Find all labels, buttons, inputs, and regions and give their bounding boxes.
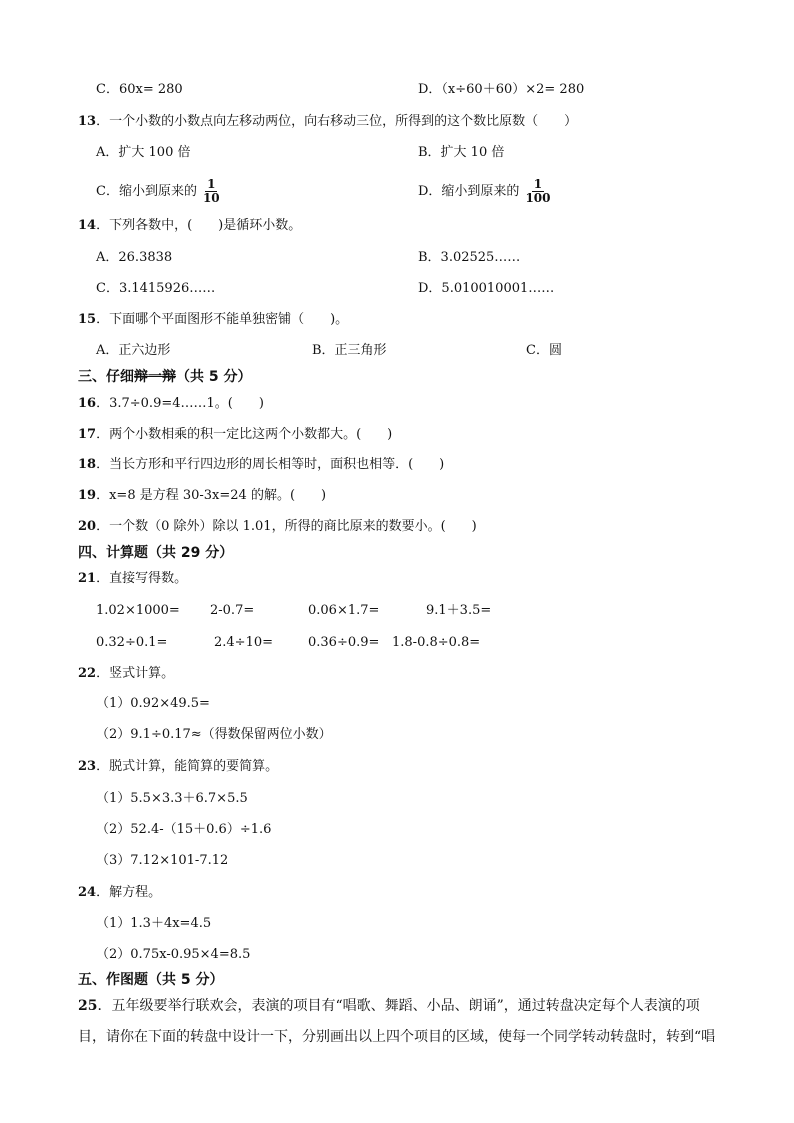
- question-text: ．解方程。: [96, 885, 162, 900]
- option-text: C．缩小到原来的: [96, 184, 197, 199]
- fraction: [523, 178, 552, 205]
- numerator: 1: [207, 177, 216, 191]
- q23-item: （1）5.5×3.3＋6.7×5.5: [96, 791, 248, 806]
- q12-option-d: D．（x÷60＋60）×2= 280: [418, 82, 585, 97]
- question-15: [78, 310, 348, 330]
- question-text: ．当长方形和平行四边形的周长相等时，面积也相等．( ): [96, 457, 445, 472]
- question-number: 19: [78, 488, 97, 503]
- q14-option-d: D．5.010010001……: [418, 281, 555, 296]
- q13-option-d: [418, 178, 553, 206]
- question-number: 17: [78, 427, 97, 442]
- question-text: ．一个数（0 除外）除以 1.01，所得的商比原来的数要小。( ): [96, 519, 477, 534]
- q13-option-c: [96, 178, 222, 206]
- question-text: ．五年级要举行联欢会，表演的项目有“唱歌、舞蹈、小品、朗诵”，通过转盘决定每个人表演的项: [97, 998, 700, 1014]
- question-24: [78, 883, 161, 903]
- question-number: 23: [78, 759, 97, 774]
- q13-option-a: A．扩大 100 倍: [96, 145, 191, 160]
- q15-option-a: A．正六边形: [96, 343, 171, 358]
- q13-option-b: B．扩大 10 倍: [418, 145, 505, 160]
- question-text: ．脱式计算，能简算的要简算。: [96, 759, 279, 774]
- question-number: 13: [78, 114, 97, 129]
- q21-item: 0.32÷0.1=: [96, 635, 168, 650]
- question-23: [78, 757, 278, 777]
- q15-option-c: C．圆: [526, 343, 562, 358]
- section-3-title: [78, 367, 252, 387]
- question-21: [78, 569, 187, 589]
- q14-option-b: B．3.02525……: [418, 250, 521, 265]
- fraction: [201, 178, 222, 205]
- question-16: [78, 394, 264, 414]
- denominator: 100: [525, 191, 551, 205]
- question-13: [78, 112, 577, 132]
- q14-option-c: C．3.1415926……: [96, 281, 216, 296]
- question-number: 22: [78, 666, 97, 681]
- question-20: [78, 517, 477, 537]
- question-22: [78, 664, 174, 684]
- q21-item: 2.4÷10=: [214, 635, 274, 650]
- question-14: [78, 216, 301, 236]
- question-number: 14: [78, 218, 97, 233]
- question-text: ．竖式计算。: [96, 666, 175, 681]
- section-title-part: 三、仔细: [78, 369, 134, 385]
- q23-item: （2）52.4-（15＋0.6）÷1.6: [96, 822, 272, 837]
- question-number: 21: [78, 571, 97, 586]
- q21-item: 2-0.7=: [210, 603, 255, 618]
- question-number: 20: [78, 519, 97, 534]
- option-text: D．缩小到原来的: [418, 184, 520, 199]
- q21-item: 1.8-0.8÷0.8=: [392, 635, 481, 650]
- q24-item: （2）0.75x-0.95×4=8.5: [96, 947, 251, 962]
- question-number: 24: [78, 885, 97, 900]
- q21-item: 1.02×1000=: [96, 603, 180, 618]
- question-number: 25: [78, 998, 98, 1014]
- question-text: ．直接写得数。: [96, 571, 188, 586]
- section-title-strike: 辩一辩: [134, 369, 176, 385]
- q23-item: （3）7.12×101-7.12: [96, 853, 229, 868]
- question-text: ．x=8 是方程 30-3x=24 的解。( ): [96, 488, 327, 503]
- question-text: ．3.7÷0.9=4……1。( ): [96, 396, 264, 411]
- question-number: 18: [78, 457, 97, 472]
- question-25-line-1: [78, 996, 700, 1016]
- q14-option-a: A．26.3838: [96, 250, 173, 265]
- q21-item: 9.1＋3.5=: [426, 603, 492, 618]
- question-text: ．两个小数相乘的积一定比这两个小数都大。( ): [96, 427, 393, 442]
- numerator: 1: [533, 177, 543, 191]
- q22-item: （2）9.1÷0.17≈（得数保留两位小数）: [96, 727, 332, 742]
- section-5-title: 五、作图题（共 5 分）: [78, 972, 224, 988]
- q24-item: （1）1.3＋4x=4.5: [96, 916, 212, 931]
- question-text: ．一个小数的小数点向左移动两位，向右移动三位，所得到的这个数比原数（ ）: [96, 114, 578, 129]
- q12-option-c: C．60x= 280: [96, 82, 183, 97]
- q15-option-b: B．正三角形: [312, 343, 387, 358]
- denominator: 10: [202, 191, 220, 205]
- question-text: ．下列各数中，( )是循环小数。: [96, 218, 302, 233]
- question-19: [78, 486, 326, 506]
- section-title-part: （共 5 分）: [176, 369, 252, 385]
- q22-item: （1）0.92×49.5=: [96, 696, 210, 711]
- question-18: [78, 455, 444, 475]
- question-number: 15: [78, 312, 97, 327]
- section-4-title: 四、计算题（共 29 分）: [78, 545, 234, 561]
- question-25-line-2: 目，请你在下面的转盘中设计一下，分别画出以上四个项目的区域，使每一个同学转动转盘时，转到“唱: [78, 1029, 716, 1045]
- question-text: ．下面哪个平面图形不能单独密铺（ )。: [96, 312, 349, 327]
- q21-item: 0.36÷0.9=: [308, 635, 380, 650]
- question-17: [78, 425, 392, 445]
- q21-item: 0.06×1.7=: [308, 603, 380, 618]
- question-number: 16: [78, 396, 97, 411]
